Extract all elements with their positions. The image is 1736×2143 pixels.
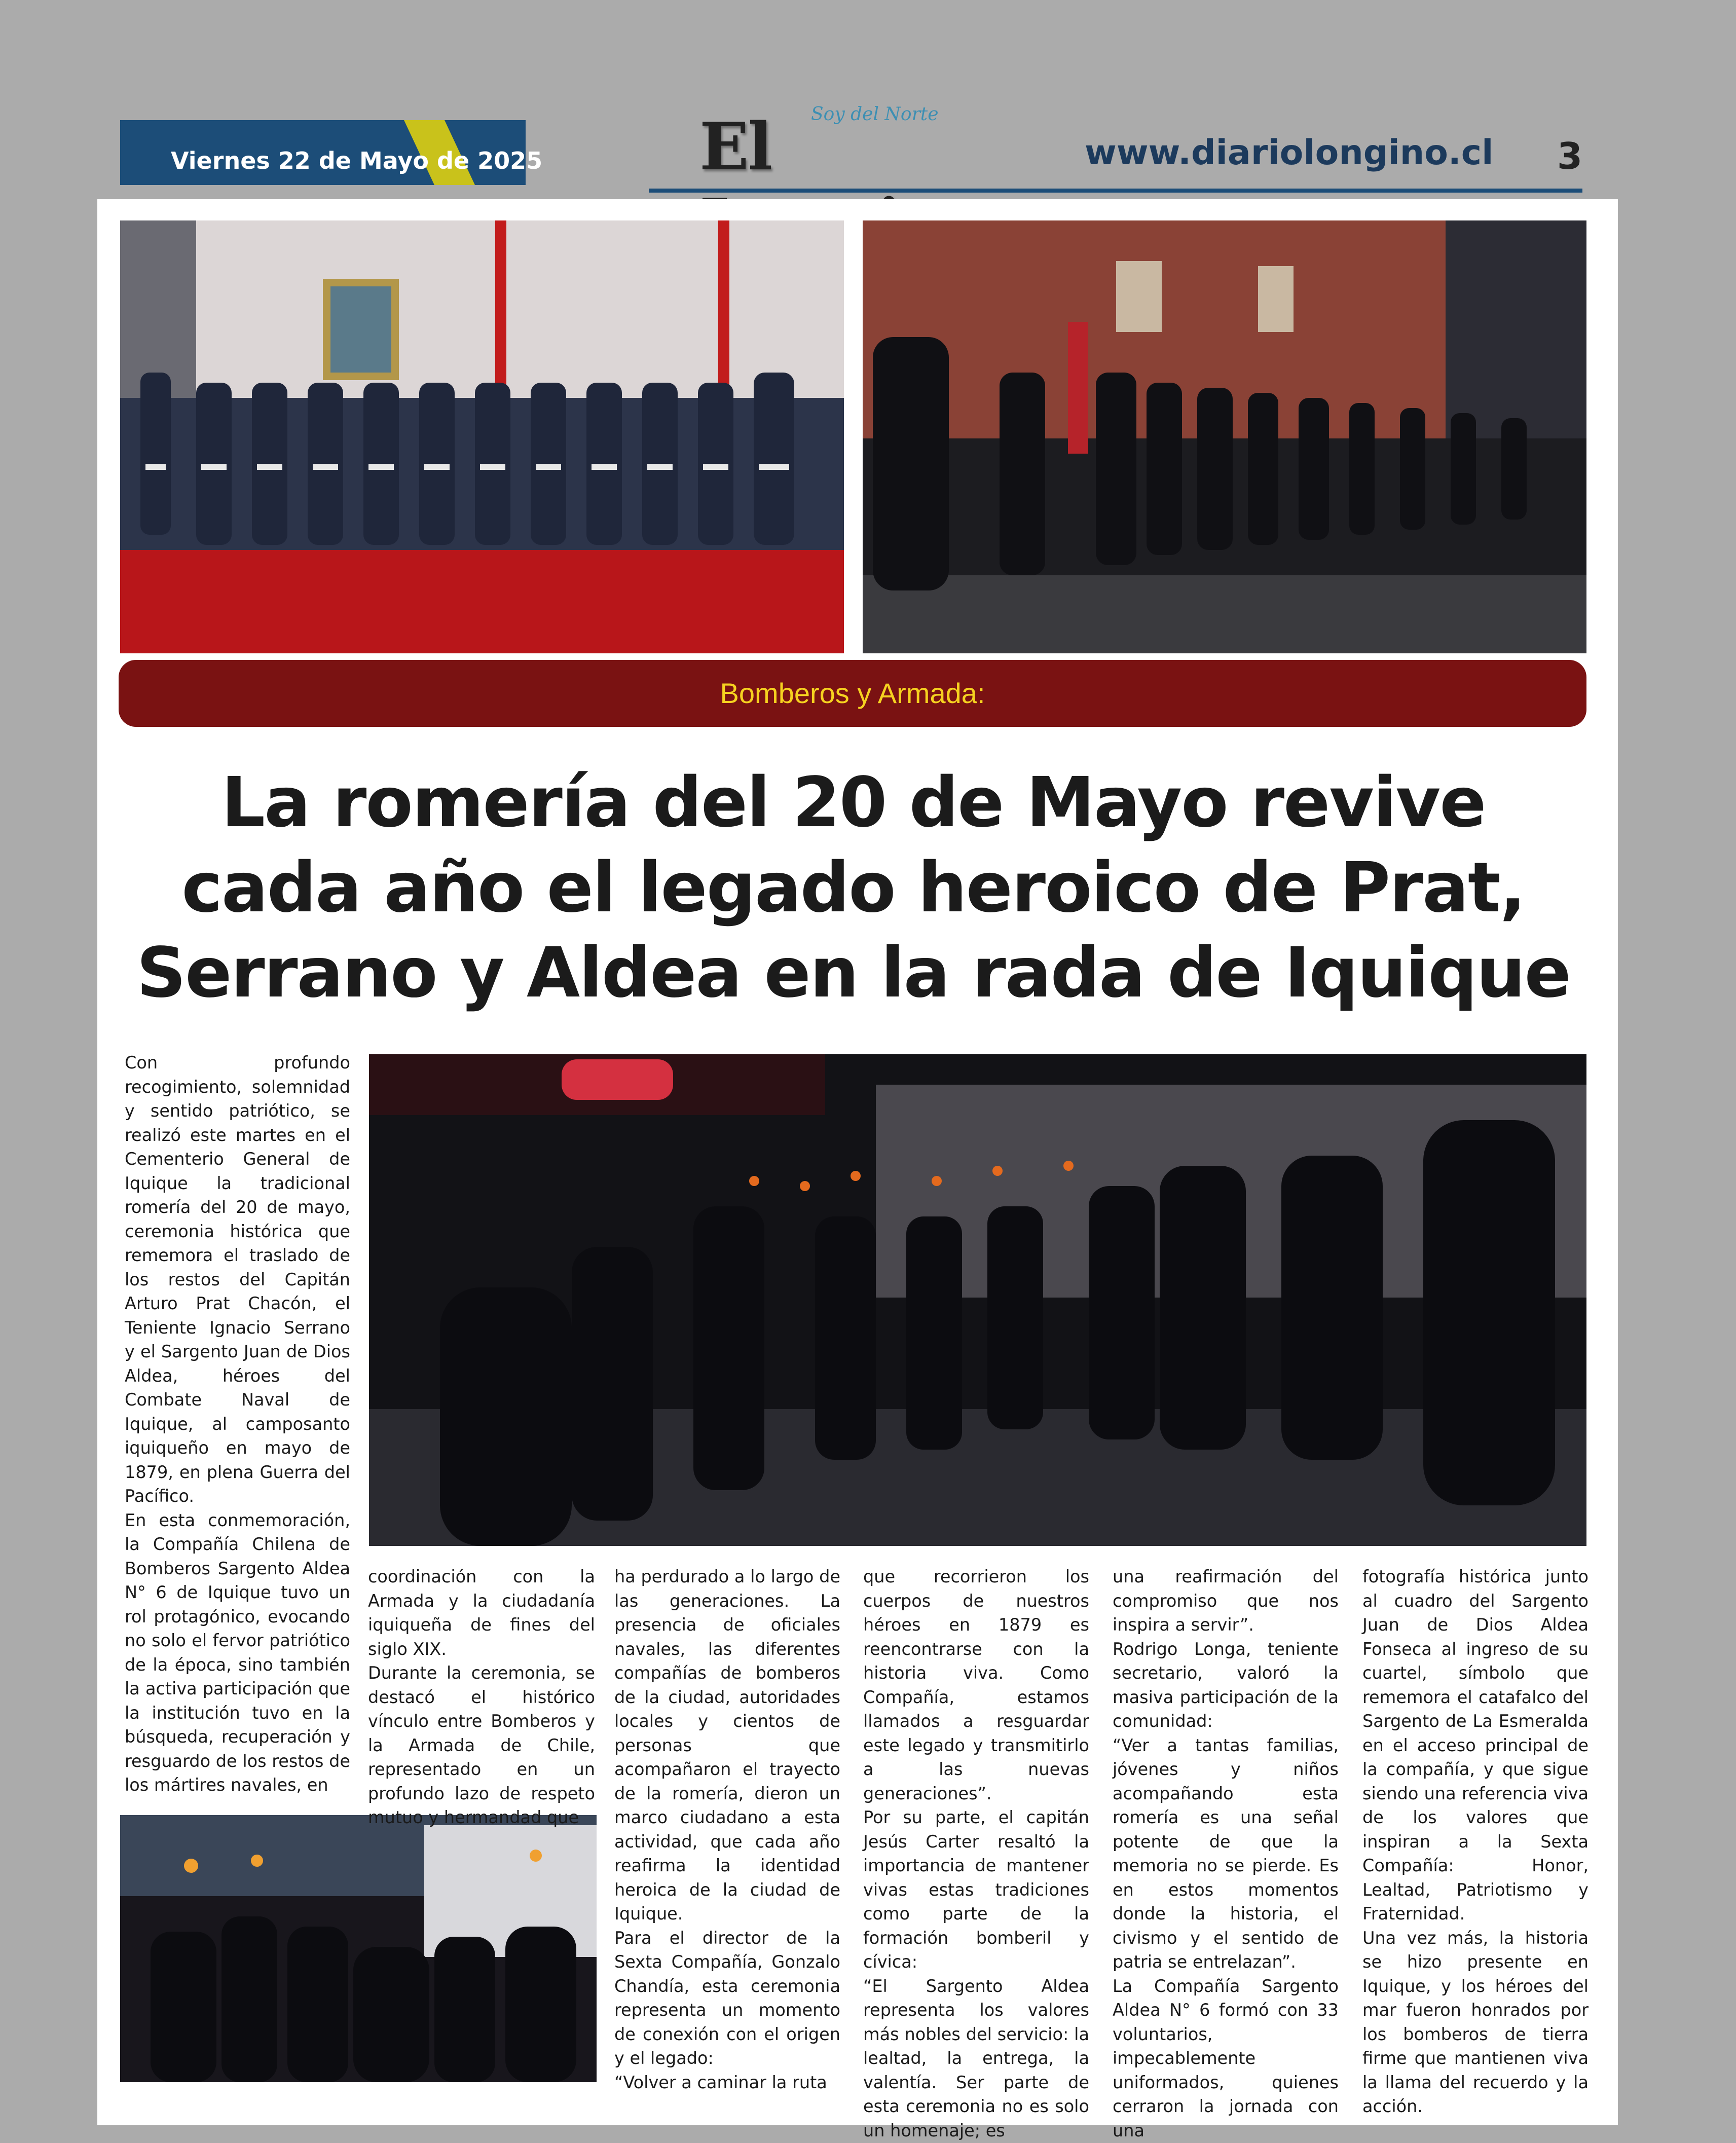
paragraph: “Ver a tantas familias, jóvenes y niños acompañando esta romería es una señal potente de que la memoria no se pierde. Es en estos momentos donde la historia, el civismo y el sentido de patria se entrelazan”. xyxy=(1113,1735,1339,1972)
article-headline xyxy=(120,760,1586,1016)
paragraph: Por su parte, el capitán Jesús Carter resaltó la importancia de mantener vivas estas tradiciones como parte de la formación bomberil y cívica: xyxy=(863,1807,1089,1972)
paragraph: una reafirmación del compromiso que nos inspira a servir”. xyxy=(1113,1567,1339,1635)
photo-firefighters-street xyxy=(863,220,1586,653)
photo-night-parade-art xyxy=(369,1054,1586,1546)
masthead xyxy=(0,0,1736,203)
article-column-3 xyxy=(614,1565,840,2094)
paragraph: Para el director de la Sexta Compañía, Gonzalo Chandía, esta ceremonia representa un momento de conexión con el origen y el legado: xyxy=(614,1928,840,2068)
paragraph: “Volver a caminar la ruta xyxy=(614,2072,827,2092)
newspaper-logo[interactable] xyxy=(699,104,1034,190)
kicker-label: Bomberos y Armada: xyxy=(720,677,985,709)
paragraph: coordinación con la Armada y la ciudadanía iquiqueña de fines del siglo XIX. xyxy=(368,1567,595,1659)
headline-line-2: cada año el legado heroico de Prat, xyxy=(181,848,1525,928)
article-column-6 xyxy=(1362,1565,1589,2119)
logo-tagline: Soy del Norte xyxy=(811,104,939,125)
photo-firefighters-station xyxy=(120,220,844,653)
website-link[interactable]: www.diariolongino.cl xyxy=(1085,133,1494,173)
issue-date: Viernes 22 de Mayo de 2025 xyxy=(171,147,543,174)
paragraph: Una vez más, la historia se hizo presente en Iquique, y los héroes del mar fueron honrados por los bomberos de tierra firme que mantienen viva la llama del recuerdo y la acción. xyxy=(1362,1928,1589,2116)
headline-line-3: Serrano y Aldea en la rada de Iquique xyxy=(136,933,1570,1013)
logo-wordmark: El xyxy=(699,109,772,185)
paragraph: ha perdurado a lo largo de las generaciones. La presencia de oficiales navales, las diferentes compañías de bomberos de la ciudad, autoridades locales y cientos de personas que acompañaron el trayecto de la romería, dieron un marco ciudadano a esta actividad, que cada año reafirma la identidad heroica de la ciudad de Iquique. xyxy=(614,1567,840,1924)
paragraph: Rodrigo Longa, teniente secretario, valoró la masiva participación de la comunidad: xyxy=(1113,1639,1339,1731)
article-column-5 xyxy=(1113,1565,1339,2142)
paragraph: Durante la ceremonia, se destacó el histórico vínculo entre Bomberos y la Armada de Chile, representado en un profundo lazo de respeto mutuo y hermandad que xyxy=(368,1663,595,1827)
masthead-rule xyxy=(649,189,1582,193)
paragraph: fotografía histórica junto al cuadro del Sargento Juan de Dios Aldea Fonseca al ingreso de su cuartel, símbolo que rememora el catafalco del Sargento de La Esmeralda en el acceso principal de la compañía, y que sigue siendo una referencia viva de los valores que inspiran a la Sexta Compañía: Honor, Lealtad, Patriotismo y Fraternidad. xyxy=(1362,1567,1589,1924)
article-column-1 xyxy=(125,1051,350,1797)
kicker-bar xyxy=(119,660,1586,727)
photo-firefighters-station-art xyxy=(120,220,844,653)
photo-torch-procession xyxy=(120,1815,597,2082)
article-column-2 xyxy=(368,1565,595,1830)
paragraph: Con profundo recogimiento, solemnidad y sentido patriótico, se realizó este martes en el Cementerio General de Iquique la tradicional romería del 20 de mayo, ceremonia histórica que rememora el traslado de los restos del Capitán Arturo Prat Chacón, el Teniente Ignacio Serrano y el Sargento Juan de Dios Aldea, héroes del Combate Naval de Iquique, al camposanto iquiqueño en mayo de 1879, en plena Guerra del Pacífico. xyxy=(125,1053,350,1506)
paragraph: “El Sargento Aldea representa los valores más nobles del servicio: la lealtad, la entrega, la valentía. Ser parte de esta ceremonia no es solo un homenaje; es xyxy=(863,1976,1089,2140)
paragraph: En esta conmemoración, la Compañía Chilena de Bomberos Sargento Aldea N° 6 de Iquique tuvo un rol protagónico, evocando no solo el fervor patriótico de la época, sino también la activa participación que la institución tuvo en la búsqueda, recuperación y resguardo de los restos de los mártires navales, en xyxy=(125,1510,350,1795)
photo-torch-procession-art xyxy=(120,1815,597,2082)
paragraph: La Compañía Sargento Aldea N° 6 formó con 33 voluntarios, impecablemente uniformados, quienes cerraron la jornada con una xyxy=(1113,1976,1339,2140)
article-column-4 xyxy=(863,1565,1089,2142)
photo-firefighters-street-art xyxy=(863,220,1586,653)
photo-night-parade xyxy=(369,1054,1586,1546)
page-number: 3 xyxy=(1557,135,1583,177)
paragraph: que recorrieron los cuerpos de nuestros héroes en 1879 es reencontrarse con la historia viva. Como Compañía, estamos llamados a resguardar este legado y transmitirlo a las nuevas generaciones”. xyxy=(863,1567,1089,1803)
headline-line-1: La romería del 20 de Mayo revive xyxy=(221,763,1486,843)
